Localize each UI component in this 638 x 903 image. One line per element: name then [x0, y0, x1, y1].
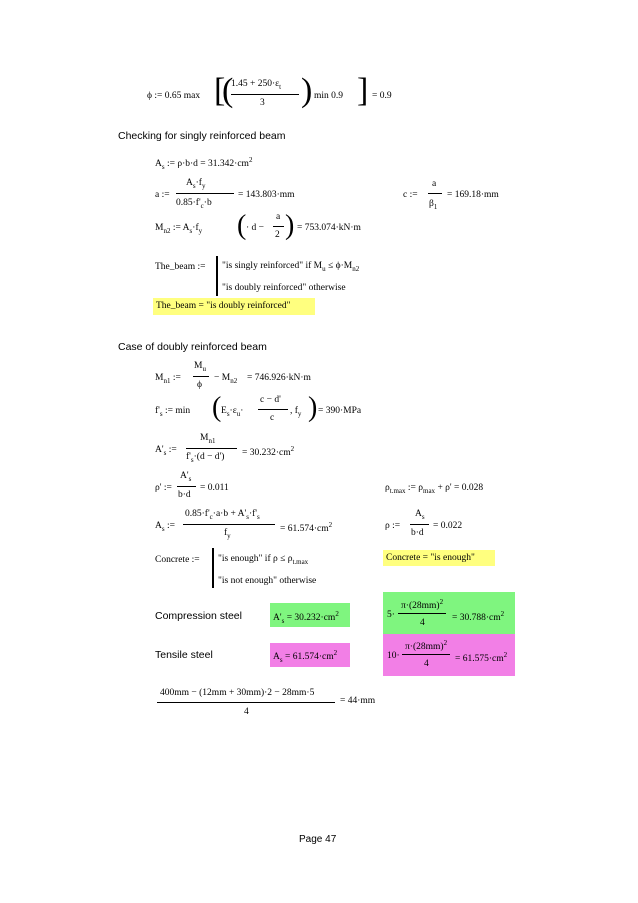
tensile-calc-num: $\pi\cdot(28mm)^2$ [405, 639, 448, 653]
conc-result: Concrete = "is enough" [386, 553, 475, 563]
rhotmax-eq: $\rho_{t.max}$ := $\rho_{max} + \rho' = 0.028$ [385, 483, 484, 495]
c-lhs: c := [403, 190, 418, 200]
compression-calc-result: = $30.788\cdot cm^2$ [452, 610, 505, 624]
mn1-lhs: $M_{n1}$ := [155, 373, 181, 385]
mn1-rest: − $M_{n2}$ [214, 373, 238, 385]
mn2-paren-open: ( [237, 210, 247, 241]
mn2-paren-close: ) [285, 210, 295, 241]
section-heading-doubly: Case of doubly reinforced beam [118, 341, 267, 353]
aps-result: = $30.232\cdot cm^2$ [242, 445, 295, 459]
conc-lhs: Concrete := [155, 555, 200, 565]
mn2-frac-num: a [276, 212, 281, 222]
tensile-value: $A_s = 61.574\cdot cm^2$ [273, 649, 338, 665]
phi-result: = 0.9 [372, 91, 392, 101]
fs-result: = 390·MPa [318, 406, 362, 416]
mn1-frac-line [193, 376, 209, 377]
mn2-frac-den: 2 [275, 230, 280, 240]
fs-es: $E_s\cdot\varepsilon_u\cdot$ [221, 406, 244, 418]
page-number: Page 47 [299, 834, 337, 845]
compression-calc-num: $\pi\cdot(28mm)^2$ [401, 598, 444, 612]
c-result: = 169.18·mm [447, 190, 499, 200]
compression-calc-pre: 5· [387, 610, 395, 620]
mn2-result: = 753.074·kN·m [297, 223, 361, 233]
phi-min: min 0.9 [314, 91, 344, 101]
fs-fy: , $f_y$ [290, 406, 302, 418]
conc-case1: "is enough" if $\rho \le \rho_{t.max}$ [218, 554, 309, 566]
spacing-frac-line [157, 702, 335, 703]
fs-paren-close: ) [308, 392, 318, 423]
a-den: $0.85\cdot f'_c\cdot b$ [176, 198, 212, 210]
c-den: $\beta_1$ [429, 199, 438, 211]
phi-num: $1.45 + 250\cdot\varepsilon_t$ [231, 79, 282, 91]
as2-num: $0.85\cdot f'_c\cdot a\cdot b + A'_s\cdot f'_s$ [185, 509, 260, 521]
phi-frac-line [231, 94, 299, 95]
spacing-result: = 44·mm [340, 696, 376, 706]
paren-open: ( [222, 72, 234, 109]
mn2-frac-line [273, 226, 284, 227]
tensile-calc-den: 4 [424, 659, 429, 669]
bracket-open: [ [214, 72, 226, 109]
aps-frac-line [186, 448, 237, 449]
beam-piecewise-bar [216, 256, 218, 296]
a-num: $A_s\cdot f_y$ [186, 178, 206, 190]
rhop-num: $A'_s$ [180, 471, 192, 483]
a-result: = 143.803·mm [238, 190, 295, 200]
compression-label: Compression steel [155, 610, 242, 622]
fs-frac-den: c [270, 413, 275, 423]
mn2-paren: · d − [246, 223, 265, 233]
rhop-result: = 0.011 [200, 483, 229, 493]
a-frac-line [176, 193, 234, 194]
beam-case1: "is singly reinforced" if $M_u \le \phi\cdot M_{n2}$ [222, 261, 360, 273]
rhop-den: b·d [178, 490, 191, 500]
fs-frac-line [258, 409, 288, 410]
rho-lhs: ρ := [385, 521, 401, 531]
fs-frac-num: c − d' [260, 395, 281, 405]
spacing-num: 400mm − (12mm + 30mm)·2 − 28mm·5 [160, 688, 315, 698]
bracket-close: ] [357, 72, 369, 109]
as2-frac-line [183, 524, 275, 525]
a-lhs: a := [155, 190, 170, 200]
beam-case2: "is doubly reinforced" otherwise [222, 283, 346, 293]
as2-lhs: $A_s$ := [155, 521, 175, 533]
conc-piecewise-bar [212, 548, 214, 588]
aps-den: $f'_s\cdot(d - d')$ [186, 452, 225, 464]
compression-value: $A'_s = 30.232\cdot cm^2$ [273, 610, 339, 626]
tensile-label: Tensile steel [155, 649, 213, 661]
beam-lhs: The_beam := [155, 262, 206, 272]
rho-num: $A_s$ [415, 509, 425, 521]
aps-num: $M_{n1}$ [200, 433, 216, 445]
section-heading-singly: Checking for singly reinforced beam [118, 130, 286, 142]
beam-result: The_beam = "is doubly reinforced" [156, 301, 291, 311]
rho-result: = 0.022 [433, 521, 463, 531]
c-num: a [432, 179, 437, 189]
mn1-den: ϕ [197, 380, 203, 390]
mn1-result: = 746.926·kN·m [247, 373, 311, 383]
tensile-calc-pre: 10· [387, 651, 400, 661]
c-frac-line [428, 193, 442, 194]
as2-den: $f_y$ [224, 528, 231, 540]
phi-den: 3 [260, 98, 265, 108]
paren-close: ) [301, 72, 313, 109]
conc-case2: "is not enough" otherwise [218, 576, 317, 586]
phi-lhs: ϕ := 0.65 max [147, 91, 201, 101]
compression-calc-den: 4 [420, 618, 425, 628]
aps-lhs: $A'_s$ := [155, 445, 177, 457]
compression-calc-line [398, 613, 446, 614]
tensile-calc-line [402, 654, 450, 655]
rhop-frac-line [177, 486, 196, 487]
tensile-calc-result: = $61.575\cdot cm^2$ [455, 651, 508, 665]
rho-den: b·d [411, 528, 424, 538]
rho-frac-line [410, 524, 429, 525]
rhop-lhs: ρ' := [155, 483, 172, 493]
fs-lhs: $f'_s$ := min [155, 406, 191, 418]
mn1-num: $M_u$ [194, 361, 206, 373]
as-eq: $A_s$ := $\rho\cdot b\cdot d = 31.342\cdot cm^2$ [155, 156, 253, 172]
as2-result: = $61.574\cdot cm^2$ [280, 521, 333, 535]
spacing-den: 4 [244, 707, 249, 717]
fs-paren-open: ( [212, 392, 222, 423]
mn2-lhs: $M_{n2}$ := $A_s\cdot f_y$ [155, 223, 203, 235]
